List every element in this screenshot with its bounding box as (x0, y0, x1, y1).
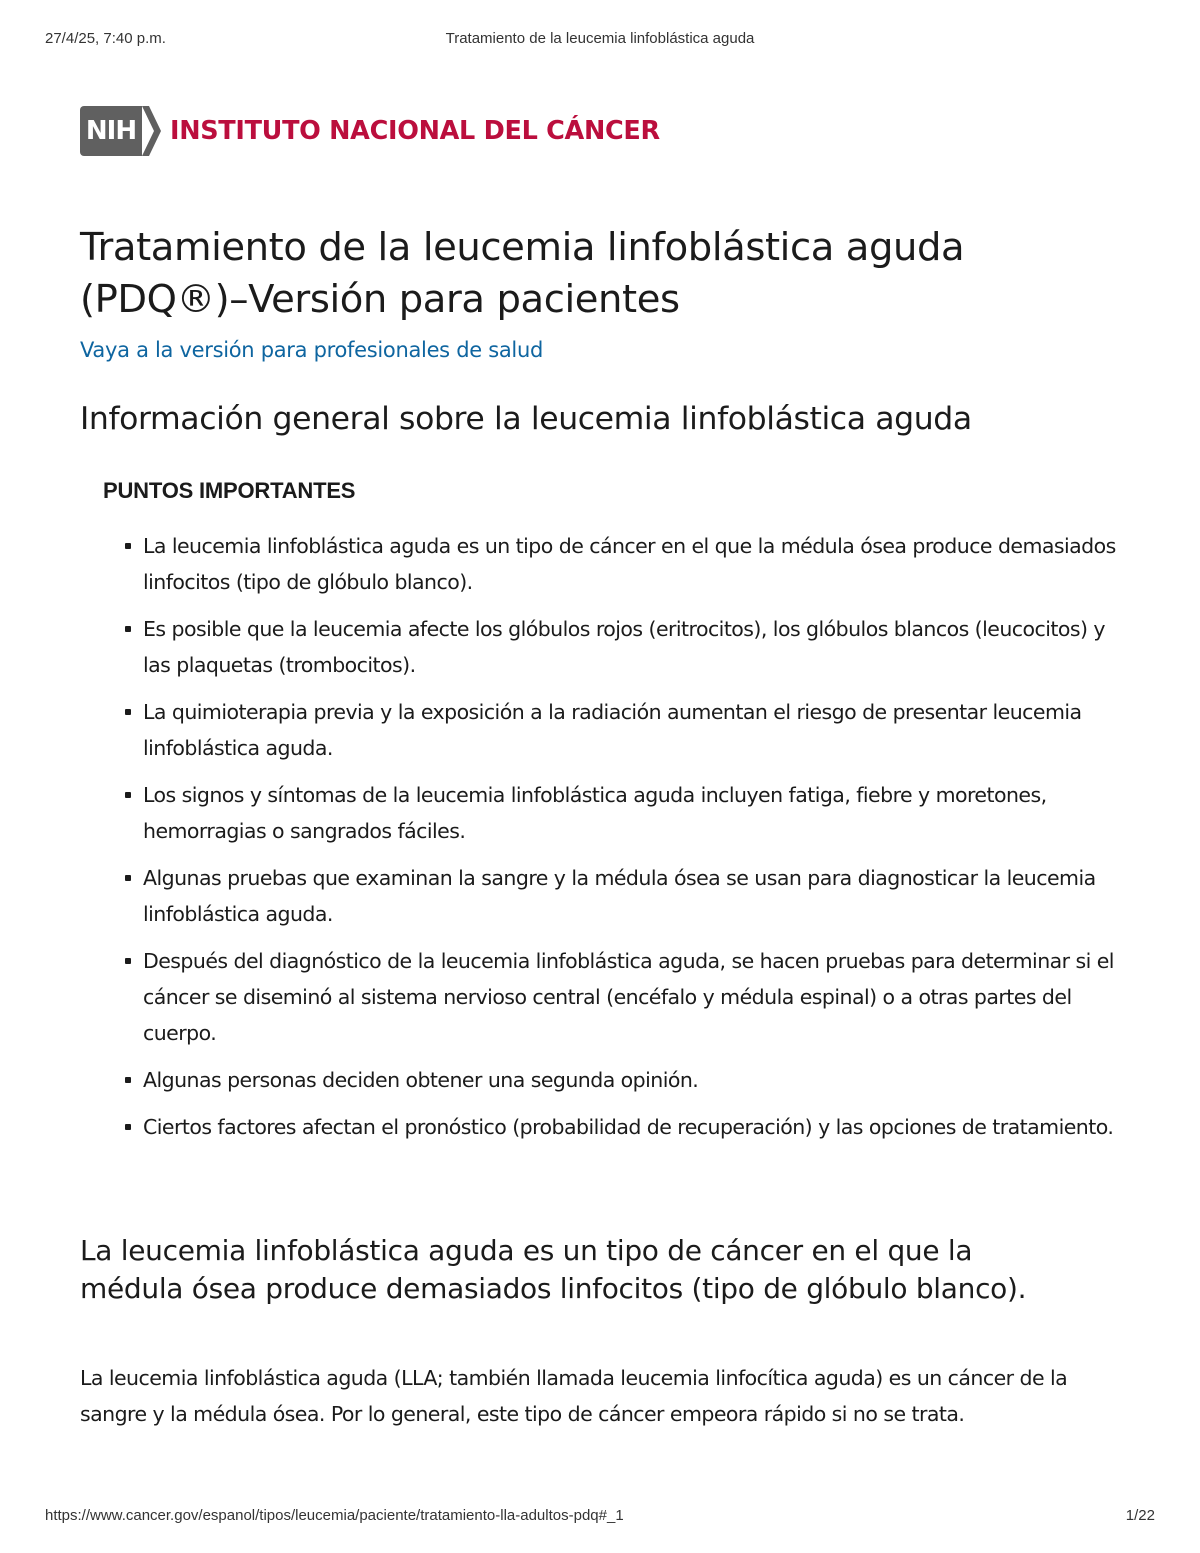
professional-version-link[interactable]: Vaya a la versión para profesionales de salud (80, 338, 544, 362)
bullet-icon (125, 875, 131, 881)
list-item-text: Es posible que la leucemia afecte los glóbulos rojos (eritrocitos), los glóbulos blancos (leucocitos) y las plaquetas (trombocitos). (143, 617, 1105, 677)
print-header (45, 30, 1155, 52)
list-item (143, 943, 1123, 1051)
nci-logo[interactable] (80, 106, 660, 156)
print-footer (45, 1507, 1155, 1529)
list-item-text: Algunas pruebas que examinan la sangre y la médula ósea se usan para diagnosticar la leucemia linfoblástica aguda. (143, 866, 1096, 926)
nih-chevron-icon (142, 106, 162, 156)
bullet-icon (125, 709, 131, 715)
bullet-icon (125, 543, 131, 549)
list-item-text: Los signos y síntomas de la leucemia linfoblástica aguda incluyen fatiga, fiebre y moretones, hemorragias o sangrados fáciles. (143, 783, 1047, 843)
nih-logo-text: NIH (80, 106, 142, 156)
list-item-text: Algunas personas deciden obtener una segunda opinión. (143, 1068, 699, 1092)
page-title: Tratamiento de la leucemia linfoblástica aguda (PDQ®)–Versión para pacientes (80, 225, 965, 322)
list-item (143, 1062, 1123, 1098)
list-item-text: Después del diagnóstico de la leucemia linfoblástica aguda, se hacen pruebas para determinar si el cáncer se diseminó al sistema nervioso central (encéfalo y médula espinal) o a otras partes del cuerpo. (143, 949, 1114, 1045)
body-paragraph: La leucemia linfoblástica aguda (LLA; también llamada leucemia linfocítica aguda) es un cáncer de la sangre y la médula ósea. Por lo general, este tipo de cáncer empeora rápido si no se trata. (80, 1366, 1068, 1426)
bullet-icon (125, 1077, 131, 1083)
section-title: Información general sobre la leucemia linfoblástica aguda (80, 401, 972, 437)
list-item-text: La quimioterapia previa y la exposición a la radiación aumentan el riesgo de presentar leucemia linfoblástica aguda. (143, 700, 1082, 760)
subsection-title: La leucemia linfoblástica aguda es un tipo de cáncer en el que la médula ósea produce demasiados linfocitos (tipo de glóbulo blanco). (80, 1234, 1027, 1305)
print-datetime: 27/4/25, 7:40 p.m. (45, 30, 166, 47)
key-points-title: PUNTOS IMPORTANTES (103, 478, 356, 503)
nih-badge (80, 106, 162, 156)
list-item-text: Ciertos factores afectan el pronóstico (probabilidad de recuperación) y las opciones de tratamiento. (143, 1115, 1114, 1139)
key-points-list (143, 528, 1123, 1156)
print-url: https://www.cancer.gov/espanol/tipos/leucemia/paciente/tratamiento-lla-adultos-pdq#_1 (45, 1507, 624, 1524)
page-number: 1/22 (1125, 1507, 1155, 1524)
list-item (143, 777, 1123, 849)
bullet-icon (125, 626, 131, 632)
list-item (143, 860, 1123, 932)
list-item (143, 528, 1123, 600)
institute-name: INSTITUTO NACIONAL DEL CÁNCER (170, 116, 660, 146)
list-item-text: La leucemia linfoblástica aguda es un tipo de cáncer en el que la médula ósea produce demasiados linfocitos (tipo de glóbulo blanco). (143, 534, 1116, 594)
bullet-icon (125, 958, 131, 964)
list-item (143, 1109, 1123, 1145)
list-item (143, 694, 1123, 766)
bullet-icon (125, 1124, 131, 1130)
list-item (143, 611, 1123, 683)
print-document-title: Tratamiento de la leucemia linfoblástica aguda (445, 30, 755, 47)
bullet-icon (125, 792, 131, 798)
